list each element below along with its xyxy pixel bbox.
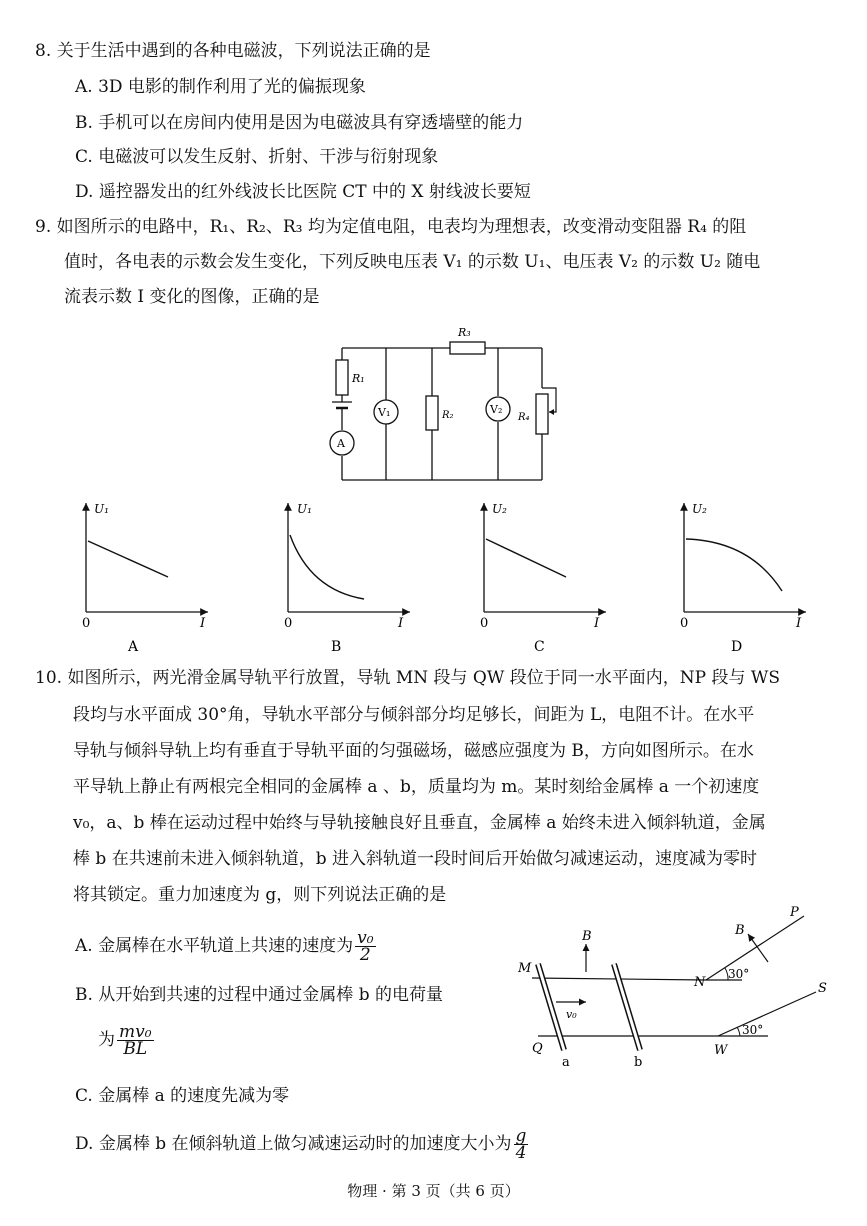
label-s: S bbox=[818, 981, 827, 996]
q10-option-d-fraction bbox=[514, 1128, 529, 1161]
resistor-r2 bbox=[426, 396, 438, 430]
graph-b-curve bbox=[290, 535, 364, 599]
q9-circuit-diagram bbox=[320, 320, 560, 490]
label-angle-n: 30° bbox=[728, 967, 750, 981]
q10-option-a bbox=[75, 930, 376, 963]
frac-denominator: 4 bbox=[515, 1143, 527, 1163]
graph-d-origin: 0 bbox=[680, 616, 689, 631]
frac-numerator: g bbox=[515, 1126, 527, 1146]
graph-b-ylabel: U₁ bbox=[297, 502, 312, 516]
label-v2: V₂ bbox=[490, 403, 503, 416]
graph-d bbox=[680, 502, 806, 655]
q10-option-b-line2 bbox=[98, 1024, 154, 1057]
q10-option-d-text: D. 金属棒 b 在倾斜轨道上做匀减速运动时的加速度大小为 bbox=[75, 1134, 512, 1154]
graph-b-caption: B bbox=[331, 639, 342, 655]
label-v0: v₀ bbox=[566, 1008, 577, 1021]
q10-stem-line6: 棒 b 在共速前未进入倾斜轨道，b 进入斜轨道一段时间后开始做匀减速运动，速度减为零时 bbox=[73, 849, 757, 869]
q10-stem-line5: v₀，a、b 棒在运动过程中始终与导轨接触良好且垂直，金属棒 a 始终未进入倾斜轨道，金属 bbox=[73, 813, 766, 833]
label-rod-b: b bbox=[634, 1055, 643, 1070]
label-n: N bbox=[694, 975, 706, 990]
rod-b-inner bbox=[614, 964, 640, 1050]
graph-d-curve bbox=[686, 539, 782, 591]
q10-stem-line1: 10. 如图所示，两光滑金属导轨平行放置，导轨 MN 段与 QW 段位于同一水平面内，NP 段与 WS bbox=[35, 668, 780, 688]
frac-denominator: BL bbox=[123, 1039, 148, 1059]
resistor-r3 bbox=[450, 342, 485, 354]
graph-d-ylabel: U₂ bbox=[692, 502, 707, 516]
q10-option-b-line1: B. 从开始到共速的过程中通过金属棒 b 的电荷量 bbox=[75, 985, 443, 1005]
q10-stem-line3: 导轨与倾斜导轨上均有垂直于导轨平面的匀强磁场，磁感应强度为 B，方向如图所示。在水 bbox=[73, 741, 754, 761]
label-r4: R₄ bbox=[518, 412, 530, 423]
q9-stem-line3: 流表示数 I 变化的图像，正确的是 bbox=[64, 287, 320, 307]
rheostat-r4 bbox=[536, 394, 548, 434]
graph-c-curve bbox=[486, 539, 566, 577]
q10-option-a-fraction bbox=[355, 930, 375, 963]
graph-b-xlabel: I bbox=[398, 616, 404, 631]
q10-option-b-fraction bbox=[117, 1024, 154, 1057]
graph-c-origin: 0 bbox=[480, 616, 489, 631]
frac-denominator: 2 bbox=[359, 945, 371, 965]
label-rod-a: a bbox=[562, 1055, 570, 1070]
graph-b-origin: 0 bbox=[284, 616, 293, 631]
graph-a-curve bbox=[88, 541, 168, 577]
q10-option-c: C. 金属棒 a 的速度先减为零 bbox=[75, 1086, 290, 1106]
graph-d-xlabel: I bbox=[796, 616, 802, 631]
label-r2: R₂ bbox=[442, 410, 454, 421]
label-v1: V₁ bbox=[378, 406, 391, 419]
frac-numerator: mv₀ bbox=[119, 1022, 152, 1042]
q9-stem-line1: 9. 如图所示的电路中，R₁、R₂、R₃ 均为定值电阻，电表均为理想表，改变滑动变阻器 R₄ 的阻 bbox=[35, 217, 747, 237]
label-angle-w: 30° bbox=[742, 1023, 764, 1037]
graph-c-xlabel: I bbox=[594, 616, 600, 631]
q10-rails-diagram bbox=[510, 900, 840, 1080]
label-m: M bbox=[518, 961, 532, 976]
rod-a-inner bbox=[538, 964, 564, 1050]
graph-b bbox=[284, 502, 410, 655]
label-q: Q bbox=[532, 1041, 543, 1056]
q8-stem: 8. 关于生活中遇到的各种电磁波，下列说法正确的是 bbox=[35, 41, 431, 61]
label-w: W bbox=[714, 1043, 728, 1058]
angle-arc-w bbox=[737, 1027, 740, 1036]
label-r1: R₁ bbox=[352, 372, 365, 385]
q10-stem-line7: 将其锁定。重力加速度为 g，则下列说法正确的是 bbox=[73, 885, 447, 905]
b-field-arrow-incline bbox=[748, 934, 768, 962]
graph-a-origin: 0 bbox=[82, 616, 91, 631]
label-p: P bbox=[790, 905, 799, 920]
q10-option-b-prefix: 为 bbox=[98, 1030, 115, 1050]
label-r3: R₃ bbox=[458, 326, 471, 339]
frac-numerator: v₀ bbox=[357, 928, 374, 948]
graph-c-caption: C bbox=[534, 639, 545, 655]
graph-d-caption: D bbox=[731, 639, 743, 655]
q8-option-b: B. 手机可以在房间内使用是因为电磁波具有穿透墙壁的能力 bbox=[75, 113, 524, 133]
label-b-horizontal: B bbox=[582, 929, 592, 944]
label-b-incline: B bbox=[735, 923, 745, 938]
graph-a-ylabel: U₁ bbox=[94, 502, 109, 516]
q8-option-c: C. 电磁波可以发生反射、折射、干涉与衍射现象 bbox=[75, 147, 439, 167]
label-ammeter: A bbox=[337, 437, 345, 450]
graph-a-caption: A bbox=[128, 639, 139, 655]
q10-option-d bbox=[75, 1128, 528, 1161]
q9-stem-line2: 值时，各电表的示数会发生变化，下列反映电压表 V₁ 的示数 U₁、电压表 V₂ 的示数 U₂ 随电 bbox=[64, 252, 761, 272]
graph-a bbox=[82, 502, 208, 655]
q9-graphs bbox=[0, 495, 867, 655]
q10-option-a-text: A. 金属棒在水平轨道上共速的速度为 bbox=[75, 936, 354, 956]
q10-stem-line2: 段均与水平面成 30°角，导轨水平部分与倾斜部分均足够长，间距为 L，电阻不计。在水平 bbox=[73, 705, 755, 725]
graph-a-xlabel: I bbox=[200, 616, 206, 631]
page-footer: 物理 · 第 3 页（共 6 页） bbox=[347, 1182, 520, 1200]
graph-c-ylabel: U₂ bbox=[492, 502, 507, 516]
resistor-r1 bbox=[336, 360, 348, 395]
q8-option-a: A. 3D 电影的制作利用了光的偏振现象 bbox=[75, 77, 366, 97]
q10-stem-line4: 平导轨上静止有两根完全相同的金属棒 a 、b，质量均为 m。某时刻给金属棒 a 一个初速度 bbox=[73, 777, 760, 797]
q8-option-d: D. 遥控器发出的红外线波长比医院 CT 中的 X 射线波长要短 bbox=[75, 182, 531, 202]
graph-c bbox=[480, 502, 606, 655]
